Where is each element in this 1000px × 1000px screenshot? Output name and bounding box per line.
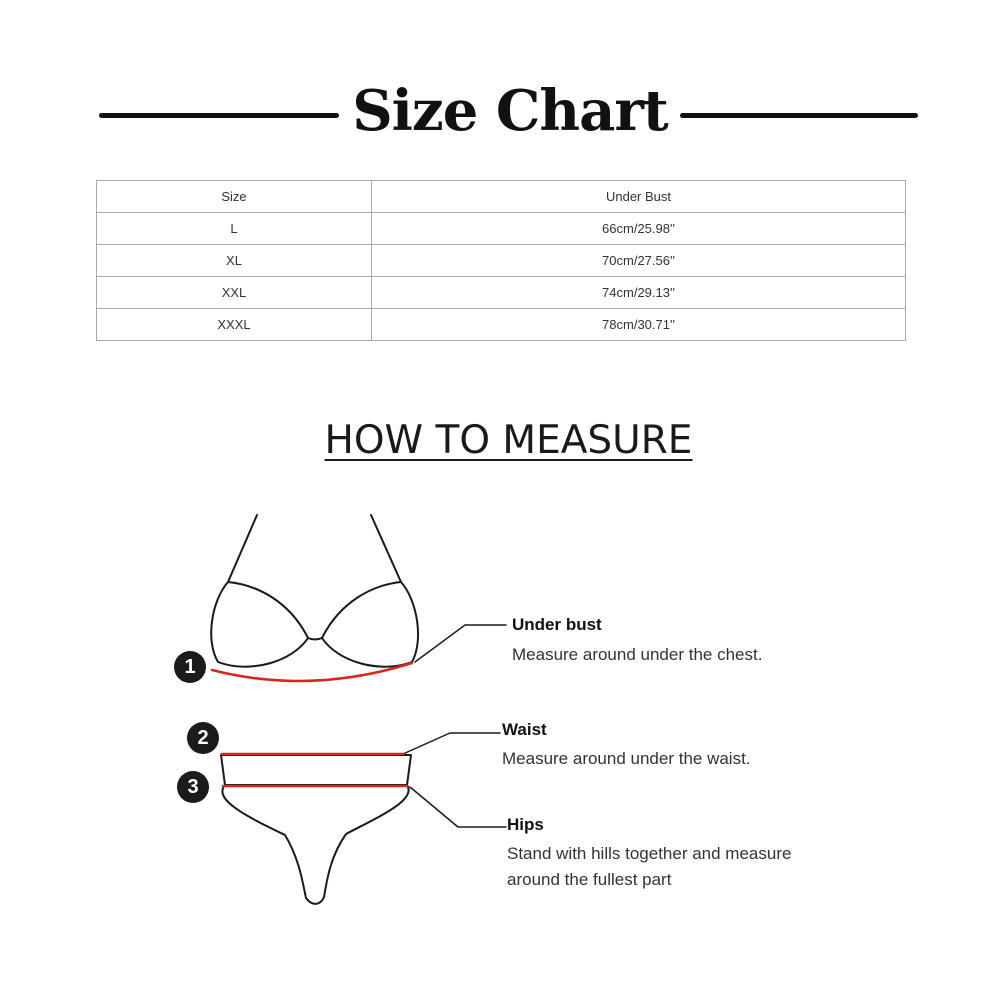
hips-title: Hips [507, 815, 544, 834]
under-bust-title: Under bust [512, 615, 602, 634]
waist-desc: Measure around under the waist. [502, 749, 751, 768]
under-bust-desc: Measure around under the chest. [512, 645, 763, 664]
how-to-measure-heading: HOW TO MEASURE [324, 418, 693, 463]
cell-under-bust: 78cm/30.71'' [372, 309, 906, 341]
right-cup [322, 582, 418, 667]
leader-hips [410, 787, 506, 827]
leader-waist [403, 733, 500, 754]
right-strap [371, 515, 401, 582]
cell-under-bust: 66cm/25.98'' [372, 213, 906, 245]
cell-size: XL [97, 245, 372, 277]
cell-under-bust: 74cm/29.13'' [372, 277, 906, 309]
page-title: Size Chart [352, 78, 668, 144]
cell-size: XXXL [97, 309, 372, 341]
hips-desc-line-1: Stand with hills together and measure [507, 844, 792, 863]
cell-under-bust: 70cm/27.56'' [372, 245, 906, 277]
waist-title: Waist [502, 720, 547, 739]
cell-size: L [97, 213, 372, 245]
cell-size: XXL [97, 277, 372, 309]
step-1-badge: 1 [174, 651, 206, 683]
header-size: Size [97, 181, 372, 213]
step-3-badge: 3 [177, 771, 209, 803]
leader-under-bust [415, 625, 506, 662]
step-2-badge: 2 [187, 722, 219, 754]
under-bust-measure-line [212, 663, 412, 681]
left-strap [228, 515, 257, 582]
header-under-bust: Under Bust [372, 181, 906, 213]
brief-body [222, 785, 408, 904]
waistband [221, 755, 411, 785]
left-cup [211, 582, 308, 667]
hips-desc-line-2: around the fullest part [507, 870, 672, 889]
bridge [308, 638, 322, 640]
